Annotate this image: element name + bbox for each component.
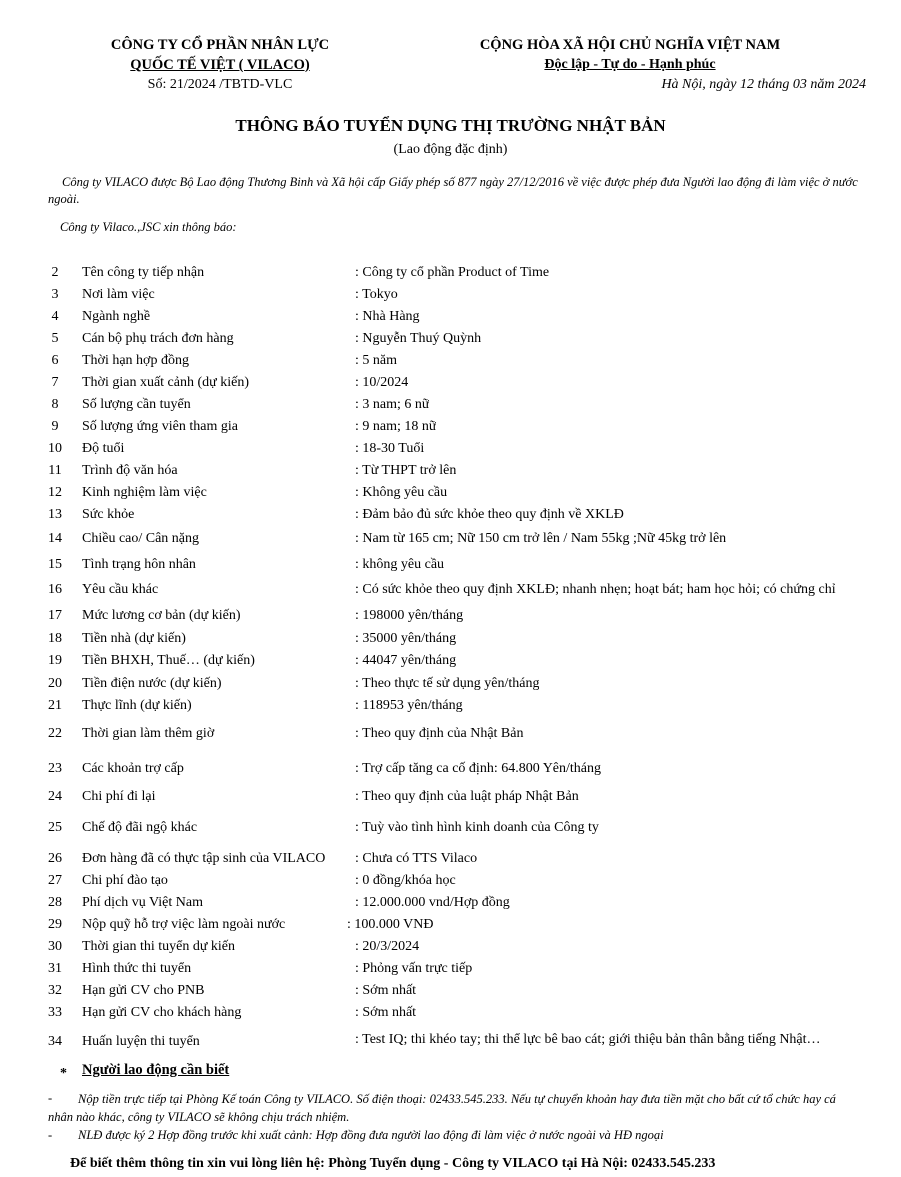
row-number: 22	[48, 726, 62, 741]
row-number: 33	[48, 1005, 62, 1020]
document-number: Số: 21/2024 /TBTD-VLC	[147, 77, 293, 92]
row-label: Thời hạn hợp đồng	[82, 353, 189, 368]
table-row	[0, 789, 901, 811]
row-label: Chi phí đi lại	[82, 789, 156, 804]
row-value: : Sớm nhất	[355, 983, 417, 998]
row-label: Kinh nghiệm làm việc	[82, 485, 207, 500]
row-number: 8	[51, 397, 59, 412]
note-1: Nộp tiền trực tiếp tại Phòng Kế toán Công ty VILACO. Số điện thoại: 02433.545.233. Nếu tự chuyển khoản hay đưa tiền mặt cho bất cứ tổ chức hay cá nhân nào khác, công ty VILACO sẽ không chịu trách nhiệm.	[48, 1092, 836, 1124]
table-row	[0, 309, 901, 331]
row-number: 32	[48, 983, 62, 998]
row-value: : Nam từ 165 cm; Nữ 150 cm trở lên / Nam 55kg ;Nữ 45kg trở lên	[355, 531, 727, 546]
row-number: 27	[48, 873, 62, 888]
note-dash-2: -	[48, 1128, 53, 1142]
row-label: Số lượng ứng viên tham gia	[82, 419, 238, 434]
table-row	[0, 375, 901, 397]
row-number: 25	[48, 820, 62, 835]
row-number: 12	[48, 485, 62, 500]
row-number: 23	[48, 761, 62, 776]
row-value: : 44047 yên/tháng	[355, 653, 457, 668]
row-number: 16	[48, 582, 62, 597]
row-label: Sức khỏe	[82, 507, 135, 522]
intro-notice: Công ty Vilaco.,JSC xin thông báo:	[60, 220, 237, 234]
table-row	[0, 895, 901, 917]
table-row	[0, 1034, 901, 1056]
table-row	[0, 939, 901, 961]
row-value: : Nhà Hàng	[355, 309, 420, 324]
row-number: 30	[48, 939, 62, 954]
table-row	[0, 397, 901, 419]
row-value: : Nguyễn Thuý Quỳnh	[355, 331, 482, 346]
row-value: : 12.000.000 vnd/Hợp đồng	[355, 895, 510, 910]
row-number: 6	[51, 353, 59, 368]
row-label: Số lượng cần tuyển	[82, 397, 191, 412]
row-value: : Sớm nhất	[355, 1005, 417, 1020]
row-number: 7	[51, 375, 59, 390]
row-number: 17	[48, 608, 62, 623]
table-row	[0, 983, 901, 1005]
row-number: 31	[48, 961, 62, 976]
document-title: THÔNG BÁO TUYỂN DỤNG THỊ TRƯỜNG NHẬT BẢN	[235, 116, 666, 135]
row-number: 15	[48, 557, 62, 572]
table-row	[0, 761, 901, 783]
note-2: NLĐ được ký 2 Hợp đồng trước khi xuất cảnh: Hợp đồng đưa người lao động đi làm việc ở nước ngoài và HĐ ngoại	[78, 1128, 664, 1142]
row-value: : Trợ cấp tăng ca cố định: 64.800 Yên/tháng	[355, 761, 602, 776]
row-value: : Có sức khỏe theo quy định XKLĐ; nhanh nhẹn; hoạt bát; ham học hỏi; có chứng chỉ	[355, 582, 836, 597]
table-row	[0, 851, 901, 873]
section-heading: Người lao động cần biết	[82, 1062, 230, 1078]
row-value: : 18-30 Tuổi	[355, 441, 425, 456]
row-number: 2	[51, 265, 59, 280]
row-value: : 9 nam; 18 nữ	[355, 419, 437, 434]
row-value: : Không yêu cầu	[355, 485, 448, 500]
contact-footer: Để biết thêm thông tin xin vui lòng liên hệ: Phòng Tuyển dụng - Công ty VILACO tại Hà Nội: 02433.545.233	[70, 1156, 716, 1171]
row-number: 10	[48, 441, 62, 456]
row-label: Thực lĩnh (dự kiến)	[82, 698, 192, 713]
row-label: Cán bộ phụ trách đơn hàng	[82, 331, 234, 346]
row-label: Tiền BHXH, Thuế… (dự kiến)	[82, 653, 255, 668]
table-row	[0, 419, 901, 441]
table-row	[0, 265, 901, 287]
table-row	[0, 507, 901, 529]
row-number: 19	[48, 653, 62, 668]
row-value: : Theo quy định của luật pháp Nhật Bản	[355, 789, 579, 804]
row-label: Trình độ văn hóa	[82, 463, 178, 478]
document-subtitle: (Lao động đặc định)	[393, 142, 508, 157]
row-label: Chi phí đào tạo	[82, 873, 168, 888]
row-value: : Tuỳ vào tình hình kinh doanh của Công ty	[355, 820, 599, 835]
row-label: Mức lương cơ bản (dự kiến)	[82, 608, 241, 623]
row-value: : Đảm bảo đủ sức khỏe theo quy định về XKLĐ	[355, 507, 624, 522]
row-number: 26	[48, 851, 62, 866]
row-label: Thời gian thi tuyển dự kiến	[82, 939, 236, 954]
row-number: 11	[48, 463, 62, 478]
note-dash-1: -	[48, 1091, 53, 1105]
row-label: Thời gian xuất cảnh (dự kiến)	[82, 375, 249, 390]
row-value: : Công ty cổ phần Product of Time	[355, 265, 550, 280]
row-value: : 5 năm	[355, 353, 397, 368]
row-number: 9	[51, 419, 59, 434]
row-label: Ngành nghề	[82, 309, 151, 324]
nation-title: CỘNG HÒA XÃ HỘI CHỦ NGHĨA VIỆT NAM	[479, 37, 781, 53]
row-value: : Tokyo	[355, 287, 398, 302]
row-number: 13	[48, 507, 62, 522]
row-label: Chế độ đãi ngộ khác	[82, 820, 198, 835]
row-value: : không yêu cầu	[355, 557, 445, 572]
table-row	[0, 608, 901, 630]
row-label: Chiều cao/ Cân nặng	[82, 531, 200, 546]
row-label: Huấn luyện thi tuyển	[82, 1034, 200, 1049]
row-value: : 118953 yên/tháng	[355, 698, 463, 713]
row-label: Thời gian làm thêm giờ	[82, 726, 215, 741]
table-row	[0, 917, 901, 939]
company-name-line2: QUỐC TẾ VIỆT ( VILACO)	[130, 57, 310, 73]
row-number: 3	[51, 287, 59, 302]
table-row	[0, 287, 901, 309]
bullet-star: *	[60, 1066, 67, 1081]
row-label: Hạn gửi CV cho khách hàng	[82, 1005, 242, 1020]
row-number: 5	[51, 331, 59, 346]
row-value: : 3 nam; 6 nữ	[355, 397, 430, 412]
company-name-line1: CÔNG TY CỔ PHẦN NHÂN LỰC	[110, 37, 330, 53]
row-label: Nơi làm việc	[82, 287, 155, 302]
table-row	[0, 531, 901, 553]
row-value: : Phỏng vấn trực tiếp	[355, 961, 473, 976]
table-row	[0, 582, 901, 604]
row-value: : 0 đồng/khóa học	[355, 873, 456, 888]
table-row	[0, 726, 901, 748]
row-number: 28	[48, 895, 62, 910]
row-value: : 198000 yên/tháng	[355, 608, 464, 623]
row-label: Tình trạng hôn nhân	[82, 557, 196, 572]
row-label: Độ tuổi	[82, 441, 125, 456]
table-row	[0, 961, 901, 983]
table-row	[0, 820, 901, 842]
table-row	[0, 676, 901, 698]
row-number: 14	[48, 531, 62, 546]
row-value: : 20/3/2024	[355, 939, 420, 954]
row-label: Nộp quỹ hỗ trợ việc làm ngoài nước	[82, 917, 286, 932]
row-value: : 35000 yên/tháng	[355, 631, 457, 646]
table-row	[0, 353, 901, 375]
row-number: 4	[51, 309, 59, 324]
row-label: Tên công ty tiếp nhận	[82, 265, 205, 280]
table-row	[0, 557, 901, 579]
row-label: Yêu cầu khác	[82, 582, 159, 597]
table-row	[0, 631, 901, 653]
row-number: 29	[48, 917, 62, 932]
table-row	[0, 485, 901, 507]
row-number: 21	[48, 698, 62, 713]
table-row	[0, 698, 901, 720]
row-value: : 100.000 VNĐ	[347, 917, 434, 932]
nation-motto: Độc lập - Tự do - Hạnh phúc	[544, 57, 716, 72]
row-value: : Từ THPT trở lên	[355, 463, 457, 478]
table-row	[0, 873, 901, 895]
row-number: 34	[48, 1034, 62, 1049]
table-row	[0, 653, 901, 675]
row-value: : 10/2024	[355, 375, 409, 390]
row-label: Hình thức thi tuyển	[82, 961, 192, 976]
row-label: Hạn gửi CV cho PNB	[82, 983, 205, 998]
row-label: Phí dịch vụ Việt Nam	[82, 895, 204, 910]
row-number: 20	[48, 676, 62, 691]
row-number: 24	[48, 789, 62, 804]
row-label: Các khoản trợ cấp	[82, 761, 184, 776]
row-label: Đơn hàng đã có thực tập sinh của VILACO	[82, 851, 326, 866]
table-row	[0, 441, 901, 463]
table-row	[0, 463, 901, 485]
table-row	[0, 331, 901, 353]
place-date: Hà Nội, ngày 12 tháng 03 năm 2024	[661, 77, 866, 92]
row-value: : Chưa có TTS Vilaco	[355, 851, 478, 866]
row-label: Tiền nhà (dự kiến)	[82, 631, 186, 646]
row-number: 18	[48, 631, 62, 646]
table-row	[0, 1005, 901, 1027]
row-value: : Theo thực tế sử dụng yên/tháng	[355, 676, 540, 691]
row-value: : Test IQ; thi khéo tay; thi thể lực bê bao cát; giới thiệu bản thân bằng tiếng Nhật…	[355, 1032, 821, 1047]
intro-paragraph: Công ty VILACO được Bộ Lao động Thương Binh và Xã hội cấp Giấy phép số 877 ngày 27/12/2016 về việc được phép đưa Người lao động đi làm việc ở nước ngoài.	[48, 175, 858, 206]
row-label: Tiền điện nước (dự kiến)	[82, 676, 222, 691]
row-value: : Theo quy định của Nhật Bản	[355, 726, 524, 741]
